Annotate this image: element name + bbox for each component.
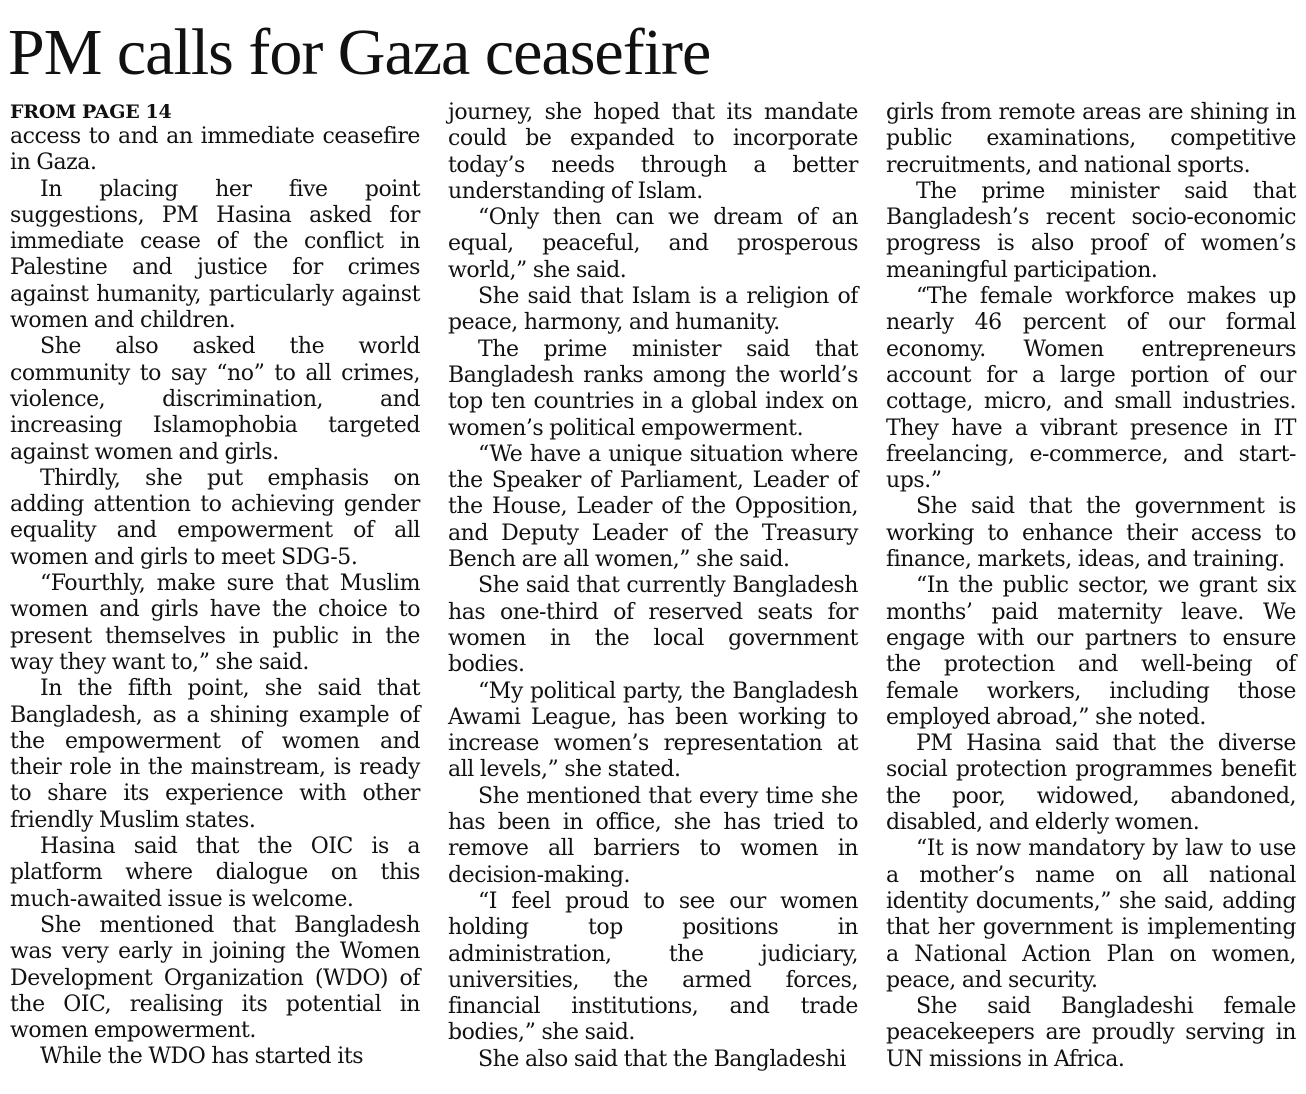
article-column-3 — [886, 100, 1296, 1073]
paragraph: She said Bangladeshi female peacekeepers are proudly serving in UN missions in Africa. — [886, 994, 1296, 1072]
paragraph: She also asked the world community to say “no” to all crimes, violence, discrimination, and increasing Islamophobia targeted against women and girls. — [10, 334, 420, 465]
paragraph: She mentioned that Bangladesh was very early in joining the Women Development Organization (WDO) of the OIC, realising its potential in women empowerment. — [10, 912, 420, 1044]
paragraph: She also said that the Bangladeshi — [478, 1046, 846, 1072]
paragraph: The prime minister said that Bangladesh’s recent socio-economic progress is also proof of women’s meaningful participation. — [886, 178, 1296, 283]
paragraph: “In the public sector, we grant six months’ paid maternity leave. We engage with our partners to ensure the protection and well-being of female workers, including those employed abroad,” she noted. — [886, 573, 1296, 730]
paragraph: She mentioned that every time she has been in office, she has tried to remove all barriers to women in decision-making. — [448, 783, 858, 888]
paragraph: Hasina said that the OIC is a platform where dialogue on this much-awaited issue is welcome. — [10, 834, 420, 912]
paragraph: The prime minister said that Bangladesh ranks among the world’s top ten countries in a global index on women’s political empowerment. — [448, 336, 858, 441]
article-column-1 — [10, 100, 420, 1071]
paragraph: “The female workforce makes up nearly 46 percent of our formal economy. Women entrepreneurs account for a large portion of our cottage, micro, and small industries. They have a vibrant presence in IT freelancing, e-commerce, and start-ups.” — [886, 284, 1296, 494]
paragraph: “Only then can we dream of an equal, peaceful, and prosperous world,” she said. — [448, 205, 858, 283]
jump-label: FROM PAGE 14 — [10, 101, 172, 123]
paragraph: “It is now mandatory by law to use a mother’s name on all national identity documents,” she said, adding that her government is implementing a National Action Plan on women, peace, and security. — [886, 836, 1296, 993]
paragraph: “My political party, the Bangladesh Awami League, has been working to increase women’s representation at all levels,” she stated. — [448, 678, 858, 783]
paragraph: access to and an immediate ceasefire in Gaza. — [10, 124, 420, 176]
paragraph: In placing her five point suggestions, PM Hasina asked for immediate cease of the conflict in Palestine and justice for crimes against humanity, particularly against women and children. — [10, 176, 420, 334]
paragraph: PM Hasina said that the diverse social protection programmes benefit the poor, widowed, abandoned, disabled, and elderly women. — [886, 731, 1296, 836]
paragraph: girls from remote areas are shining in public examinations, competitive recruitments, and national sports. — [886, 100, 1296, 178]
paragraph: She said that currently Bangladesh has one-third of reserved seats for women in the local government bodies. — [448, 573, 858, 678]
paragraph: While the WDO has started its — [40, 1044, 364, 1070]
headline: PM calls for Gaza ceasefire — [8, 16, 711, 89]
paragraph: journey, she hoped that its mandate could be expanded to incorporate today’s needs through a better understanding of Islam. — [448, 100, 858, 204]
paragraph: “Fourthly, make sure that Muslim women and girls have the choice to present themselves in public in the way they want to,” she said. — [10, 571, 420, 675]
paragraph: Thirdly, she put emphasis on adding attention to achieving gender equality and empowerment of all women and girls to meet SDG-5. — [10, 465, 420, 570]
paragraph: “We have a unique situation where the Speaker of Parliament, Leader of the House, Leader of the Opposition, and Deputy Leader of the Treasury Bench are all women,” she said. — [448, 441, 858, 573]
paragraph: She said that Islam is a religion of peace, harmony, and humanity. — [448, 284, 858, 336]
paragraph: “I feel proud to see our women holding top positions in administration, the judiciary, universities, the armed forces, financial institutions, and trade bodies,” she said. — [448, 888, 858, 1046]
paragraph: She said that the government is working to enhance their access to finance, markets, ideas, and training. — [886, 494, 1296, 573]
paragraph: In the fifth point, she said that Bangladesh, as a shining example of the empowerment of women and their role in the mainstream, is ready to share its experience with other friendly Muslim states. — [10, 676, 420, 833]
article-column-2 — [448, 100, 858, 1073]
